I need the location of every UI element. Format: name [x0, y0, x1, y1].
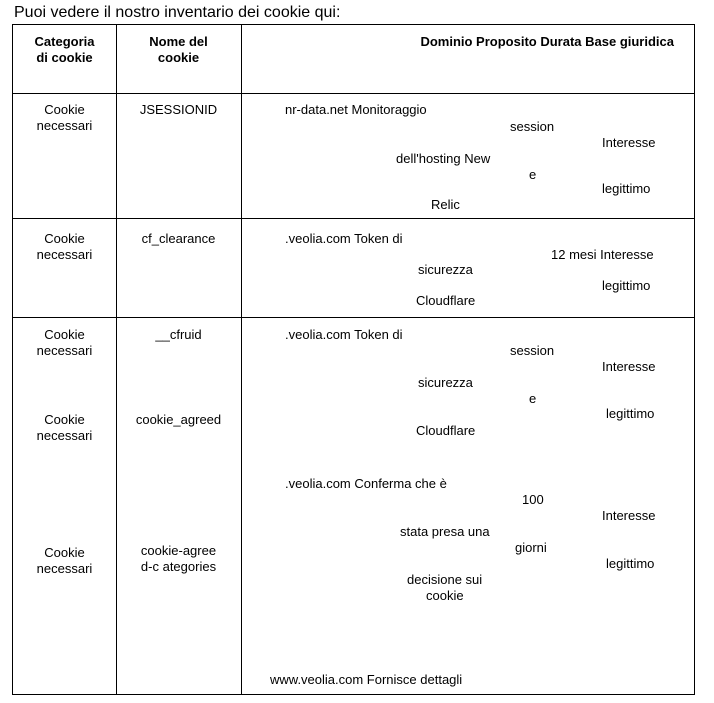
header-category-line2: di cookie [36, 50, 93, 65]
row-divider [12, 93, 695, 94]
row1-cookie-name: JSESSIONID [139, 102, 218, 117]
intro-text: Puoi vedere il nostro inventario dei cookie qui: [14, 4, 341, 21]
row1-duration-line2: e [529, 167, 537, 182]
row4-duration-line2: giorni [515, 540, 547, 555]
row1-category-line1: Cookie [44, 102, 85, 117]
row4-purpose-line2: stata presa una [400, 524, 490, 539]
row4-purpose-line4: cookie [426, 588, 464, 603]
row3-basis-line1: Interesse [602, 359, 656, 374]
row4-basis-line1: Interesse [602, 508, 656, 523]
row2-purpose-line2: sicurezza [418, 262, 473, 277]
row1-category-line2: necessari [36, 118, 93, 133]
header-name-line2: cookie [157, 50, 200, 65]
row1-duration-line1: session [510, 119, 555, 134]
row3-category-line2: necessari [36, 343, 93, 358]
row5-category-line1: Cookie [44, 545, 85, 560]
row-divider [12, 317, 695, 318]
row3-category-line1: Cookie [44, 327, 85, 342]
row2-category-line1: Cookie [44, 231, 85, 246]
header-name-line1: Nome del [149, 34, 208, 49]
row4-category-line2: necessari [36, 428, 93, 443]
row4-category-line1: Cookie [44, 412, 85, 427]
header-domain-purpose-duration-basis: Dominio Proposito Durata Base giuridica [420, 34, 674, 49]
row1-basis-line2: legittimo [602, 181, 651, 196]
row5-category-line2: necessari [36, 561, 93, 576]
row3-purpose-line3: Cloudflare [416, 423, 476, 438]
row4-basis-line2: legittimo [606, 556, 655, 571]
row3-basis-line2: legittimo [606, 406, 655, 421]
column-divider [116, 24, 117, 695]
column-divider [241, 24, 242, 695]
row2-basis-line2: legittimo [602, 278, 651, 293]
row2-purpose-line3: Cloudflare [416, 293, 476, 308]
row1-domain-purpose: nr-data.net Monitoraggio [285, 102, 427, 117]
row4-duration-line1: 100 [522, 492, 544, 507]
row5-cookie-name-line1: cookie-agree [140, 543, 217, 558]
row3-purpose-line2: sicurezza [418, 375, 473, 390]
header-category-line1: Categoria [34, 34, 95, 49]
row2-category-line2: necessari [36, 247, 93, 262]
row3-duration-line2: e [529, 391, 537, 406]
row2-domain-purpose: .veolia.com Token di [285, 231, 403, 246]
row1-purpose-line3: Relic [431, 197, 460, 212]
row3-domain-purpose: .veolia.com Token di [285, 327, 403, 342]
row1-purpose-line2: dell'hosting New [396, 151, 491, 166]
row5-domain-purpose: www.veolia.com Fornisce dettagli [270, 672, 463, 687]
row4-purpose-line3: decisione sui [407, 572, 483, 587]
row4-domain-purpose: .veolia.com Conferma che è [285, 476, 447, 491]
row5-cookie-name-line2: d-c ategories [140, 559, 217, 574]
row3-duration-line1: session [510, 343, 555, 358]
row4-cookie-name: cookie_agreed [135, 412, 222, 427]
row3-cookie-name: __cfruid [155, 327, 202, 342]
row1-basis-line1: Interesse [602, 135, 656, 150]
row2-cookie-name: cf_clearance [141, 231, 216, 246]
row-divider [12, 218, 695, 219]
row2-duration-basis: 12 mesi Interesse [551, 247, 654, 262]
